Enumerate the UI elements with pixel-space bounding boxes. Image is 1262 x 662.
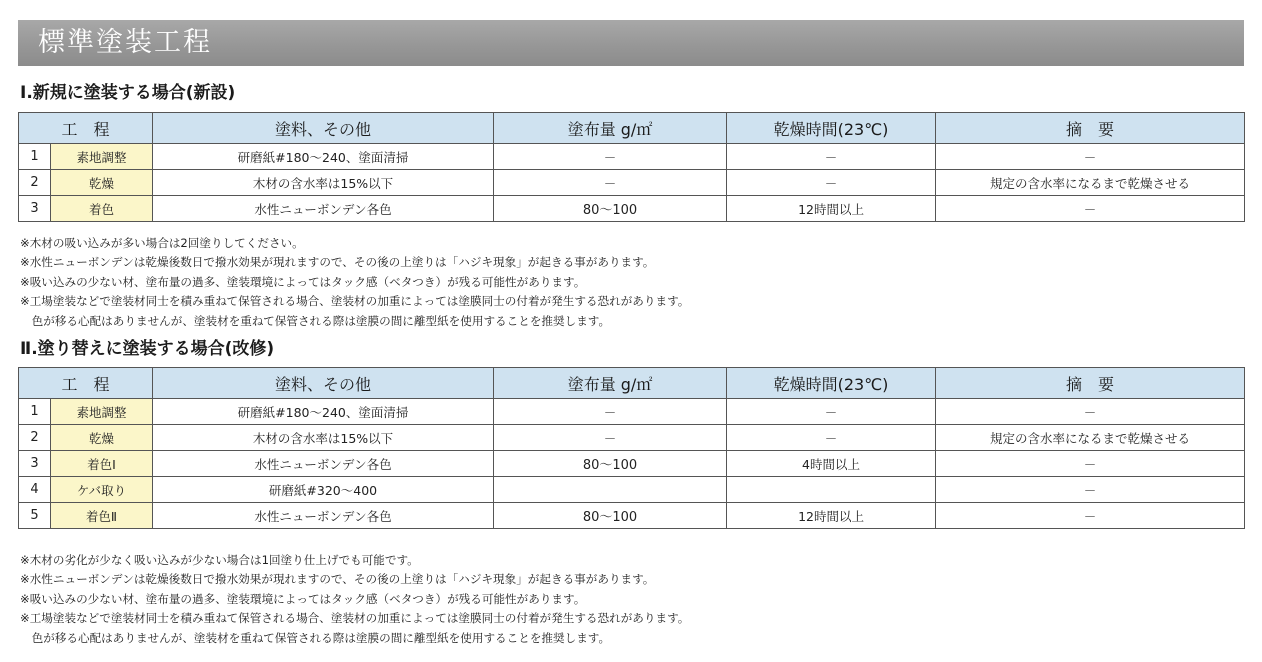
note-line: ※水性ニューボンデンは乾燥後数日で撥水効果が現れますので、その後の上塗りは「ハジキ現象」が起きる事があります。 — [20, 572, 655, 587]
row-step: 素地調整 — [51, 399, 153, 425]
row-material: 研磨紙#180～240、塗面清掃 — [153, 144, 494, 170]
row-drying: 12時間以上 — [727, 503, 936, 529]
header-remarks: 摘 要 — [936, 368, 1245, 399]
row-remarks: － — [936, 196, 1245, 222]
row-material: 研磨紙#180～240、塗面清掃 — [153, 399, 494, 425]
row-step: 素地調整 — [51, 144, 153, 170]
row-remarks: － — [936, 144, 1245, 170]
row-material: 木材の含水率は15%以下 — [153, 170, 494, 196]
row-material: 木材の含水率は15%以下 — [153, 425, 494, 451]
header-remarks: 摘 要 — [936, 113, 1245, 144]
note-line: ※吸い込みの少ない材、塗布量の過多、塗装環境によってはタック感（ベタつき）が残る可能性があります。 — [20, 274, 586, 289]
row-remarks: － — [936, 503, 1245, 529]
row-number: 5 — [19, 503, 51, 529]
row-amount: － — [494, 399, 727, 425]
row-number: 2 — [19, 170, 51, 196]
note-line: ※木材の劣化が少なく吸い込みが少ない場合は1回塗り仕上げでも可能です。 — [20, 553, 419, 567]
row-remarks: 規定の含水率になるまで乾燥させる — [936, 425, 1245, 451]
row-amount: － — [494, 170, 727, 196]
note-line: ※木材の吸い込みが多い場合は2回塗りしてください。 — [20, 236, 304, 250]
row-amount: 80～100 — [494, 503, 727, 529]
row-drying: 4時間以上 — [727, 451, 936, 477]
header-amount: 塗布量 g/㎡ — [494, 113, 727, 144]
row-remarks: － — [936, 451, 1245, 477]
table-row — [19, 399, 1245, 425]
row-remarks: － — [936, 399, 1245, 425]
page-title: 標準塗装工程 — [38, 27, 212, 58]
row-amount: － — [494, 425, 727, 451]
row-material: 水性ニューボンデン各色 — [153, 503, 494, 529]
row-drying — [727, 477, 936, 503]
row-step: 着色 — [51, 196, 153, 222]
section1-table — [18, 112, 1245, 222]
row-number: 1 — [19, 399, 51, 425]
row-number: 3 — [19, 451, 51, 477]
row-step: 着色Ⅰ — [51, 451, 153, 477]
table-row — [19, 144, 1245, 170]
section2-title: Ⅱ.塗り替えに塗装する場合(改修) — [20, 339, 275, 359]
table-row — [19, 196, 1245, 222]
table-row — [19, 477, 1245, 503]
row-step: 着色Ⅱ — [51, 503, 153, 529]
row-remarks: － — [936, 477, 1245, 503]
row-drying: － — [727, 399, 936, 425]
row-number: 3 — [19, 196, 51, 222]
table-header-row — [19, 113, 1245, 144]
header-process: 工 程 — [19, 368, 153, 399]
row-amount: 80～100 — [494, 451, 727, 477]
note-line: 色が移る心配はありませんが、塗装材を重ねて保管される際は塗膜の間に離型紙を使用することを推奨します。 — [20, 313, 611, 328]
row-drying: － — [727, 144, 936, 170]
row-amount: 80～100 — [494, 196, 727, 222]
row-step: 乾燥 — [51, 425, 153, 451]
table-row — [19, 503, 1245, 529]
note-line: ※水性ニューボンデンは乾燥後数日で撥水効果が現れますので、その後の上塗りは「ハジキ現象」が起きる事があります。 — [20, 255, 655, 270]
row-drying: － — [727, 425, 936, 451]
row-number: 1 — [19, 144, 51, 170]
row-step: 乾燥 — [51, 170, 153, 196]
row-drying: － — [727, 170, 936, 196]
header-drying: 乾燥時間(23℃) — [727, 368, 936, 399]
row-material: 水性ニューボンデン各色 — [153, 451, 494, 477]
table-row — [19, 170, 1245, 196]
header-drying: 乾燥時間(23℃) — [727, 113, 936, 144]
header-material: 塗料、その他 — [153, 368, 494, 399]
section1-title: Ⅰ.新規に塗装する場合(新設) — [20, 83, 236, 103]
section2-table — [18, 367, 1245, 529]
header-amount: 塗布量 g/㎡ — [494, 368, 727, 399]
table-row — [19, 451, 1245, 477]
section2-notes — [20, 551, 689, 648]
row-remarks: 規定の含水率になるまで乾燥させる — [936, 170, 1245, 196]
row-step: ケバ取り — [51, 477, 153, 503]
table-header-row — [19, 368, 1245, 399]
section1-notes — [20, 234, 689, 331]
header-process: 工 程 — [19, 113, 153, 144]
row-number: 4 — [19, 477, 51, 503]
header-material: 塗料、その他 — [153, 113, 494, 144]
row-material: 研磨紙#320～400 — [153, 477, 494, 503]
row-drying: 12時間以上 — [727, 196, 936, 222]
row-amount — [494, 477, 727, 503]
title-banner — [18, 20, 1244, 66]
row-material: 水性ニューボンデン各色 — [153, 196, 494, 222]
row-amount: － — [494, 144, 727, 170]
table-row — [19, 425, 1245, 451]
note-line: ※工場塗装などで塗装材同士を積み重ねて保管される場合、塗装材の加重によっては塗膜同士の付着が発生する恐れがあります。 — [20, 294, 690, 309]
note-line: ※吸い込みの少ない材、塗布量の過多、塗装環境によってはタック感（ベタつき）が残る可能性があります。 — [20, 591, 586, 606]
row-number: 2 — [19, 425, 51, 451]
note-line: ※工場塗装などで塗装材同士を積み重ねて保管される場合、塗装材の加重によっては塗膜同士の付着が発生する恐れがあります。 — [20, 611, 690, 626]
note-line: 色が移る心配はありませんが、塗装材を重ねて保管される際は塗膜の間に離型紙を使用することを推奨します。 — [20, 630, 611, 645]
